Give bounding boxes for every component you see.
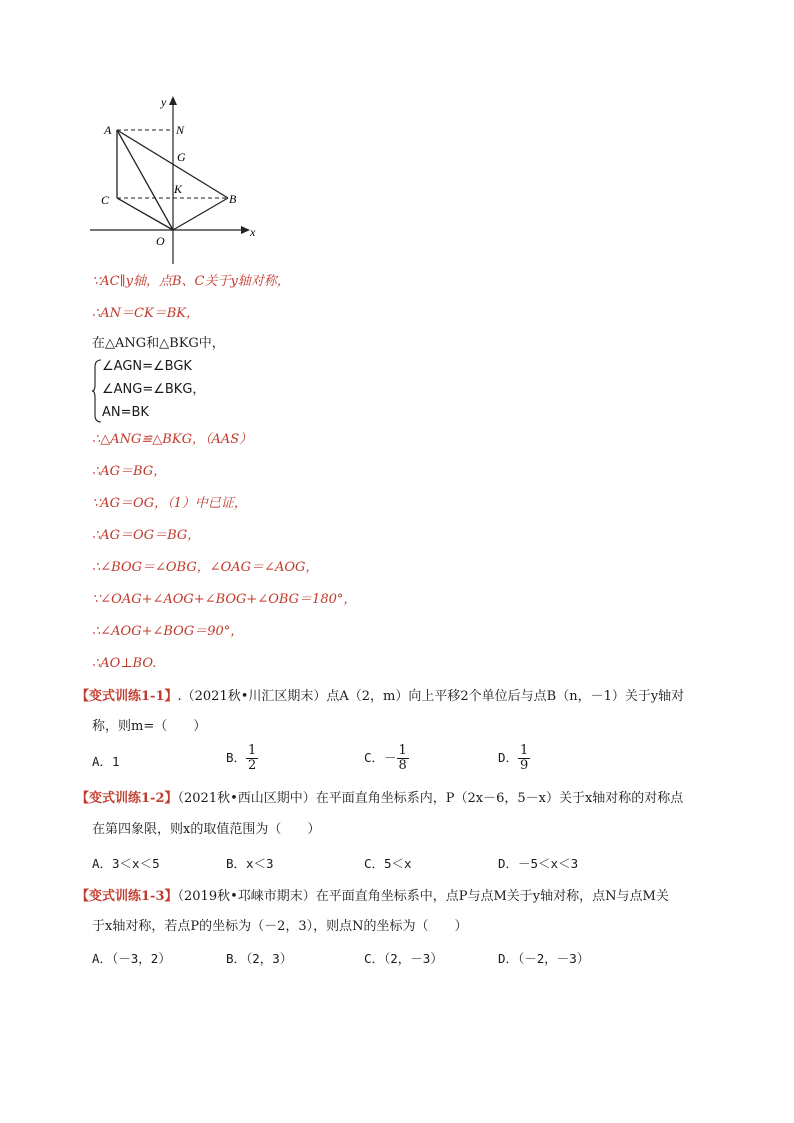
q1-option-b-numerator: 1	[248, 743, 257, 758]
label-y: y	[161, 95, 167, 109]
q1-option-c-label: C．－	[364, 750, 397, 765]
q2-option-c[interactable]: C．5＜x	[364, 856, 412, 871]
q1-option-c-denominator: 8	[398, 758, 407, 773]
equation-system	[92, 359, 232, 423]
proof-line-10: ∴∠AOG+∠BOG＝90°，	[92, 624, 244, 639]
proof-line-7: ∴AG＝OG＝BG，	[92, 528, 201, 543]
q1-option-d-label: D．	[498, 750, 519, 765]
question-1-2-tag: 【变式训练1-2】	[76, 791, 178, 806]
equation-1: ∠AGN=∠BGK	[102, 359, 192, 374]
proof-line-6: ∵AG＝OG，（1）中已证，	[92, 496, 247, 511]
proof-line-4: ∴△ANG≌△BKG，（AAS）	[92, 432, 253, 447]
question-1-2-text-2: 在第四象限，则x的取值范围为（ ）	[92, 822, 321, 837]
q2-option-a[interactable]: A．3＜x＜5	[92, 856, 160, 871]
q3-option-a[interactable]: A．（－3，2）	[92, 951, 171, 966]
question-1-3-text-2: 于x轴对称，若点P的坐标为（－2，3），则点N的坐标为（ ）	[92, 919, 468, 934]
label-x: x	[250, 225, 256, 239]
proof-line-9: ∵∠OAG+∠AOG+∠BOG+∠OBG＝180°，	[92, 592, 357, 607]
label-K: K	[174, 182, 183, 196]
q1-option-b-fraction	[246, 744, 258, 773]
question-1-2-line-1	[76, 790, 683, 808]
q1-option-b[interactable]	[226, 744, 258, 773]
proof-line-3: 在△ANG和△BKG中，	[92, 336, 225, 351]
q1-option-b-label: B．	[226, 750, 247, 765]
label-B: B	[229, 192, 237, 206]
q1-option-a[interactable]: A．1	[92, 754, 120, 769]
q1-option-b-denominator: 2	[248, 758, 257, 773]
equation-2: ∠ANG=∠BKG，	[102, 382, 206, 397]
q2-option-b[interactable]: B．x＜3	[226, 856, 274, 871]
q1-option-c-fraction	[397, 744, 409, 773]
proof-line-1: ∵AC∥y轴，点B、C关于y轴对称，	[92, 274, 290, 289]
label-N: N	[176, 123, 185, 137]
x-axis-arrow	[241, 226, 250, 234]
q1-option-c[interactable]	[364, 744, 409, 773]
question-1-2-text-1: （2021秋•西山区期中）在平面直角坐标系内，P（2x－6，5－x）关于x轴对称的对称点	[177, 791, 684, 806]
segment-OB	[173, 198, 228, 230]
q1-option-d[interactable]	[498, 744, 530, 773]
question-1-3-text-1: （2019秋•邛崃市期末）在平面直角坐标系中，点P与点M关于y轴对称，点N与点M关	[177, 889, 669, 904]
label-G: G	[177, 150, 186, 164]
y-axis-arrow	[169, 96, 177, 105]
left-brace-icon	[92, 359, 102, 423]
geometry-figure	[86, 92, 266, 267]
question-1-1-text-1: .（2021秋•川汇区期末）点A（2，m）向上平移2个单位后与点B（n，－1）关于y轴对	[177, 689, 685, 704]
label-C: C	[101, 193, 110, 207]
proof-line-8: ∴∠BOG＝∠OBG，∠OAG＝∠AOG，	[92, 560, 319, 575]
q2-option-d[interactable]: D．－5＜x＜3	[498, 856, 579, 871]
proof-line-5: ∴AG＝BG，	[92, 464, 167, 479]
q1-option-d-numerator: 1	[520, 743, 529, 758]
question-1-3-tag: 【变式训练1-3】	[76, 889, 178, 904]
equation-3: AN=BK	[102, 405, 149, 420]
question-1-1-text-2: 称，则m=（ ）	[92, 719, 207, 734]
q1-option-d-denominator: 9	[520, 758, 529, 773]
q3-option-c[interactable]: C．（2，－3）	[364, 951, 443, 966]
q3-option-d[interactable]: D．（－2，－3）	[498, 951, 590, 966]
label-A: A	[104, 123, 112, 137]
q1-option-d-fraction	[518, 744, 530, 773]
question-1-1-tag: 【变式训练1-1】	[76, 689, 178, 704]
proof-line-2: ∴AN＝CK＝BK，	[92, 306, 199, 321]
question-1-3-line-1	[76, 888, 669, 906]
question-1-1-line-1	[76, 688, 684, 706]
q1-option-c-numerator: 1	[398, 743, 407, 758]
q3-option-b[interactable]: B．（2，3）	[226, 951, 293, 966]
label-O: O	[156, 234, 165, 248]
segment-AO	[117, 130, 173, 230]
proof-line-11: ∴AO⊥BO.	[92, 656, 157, 671]
